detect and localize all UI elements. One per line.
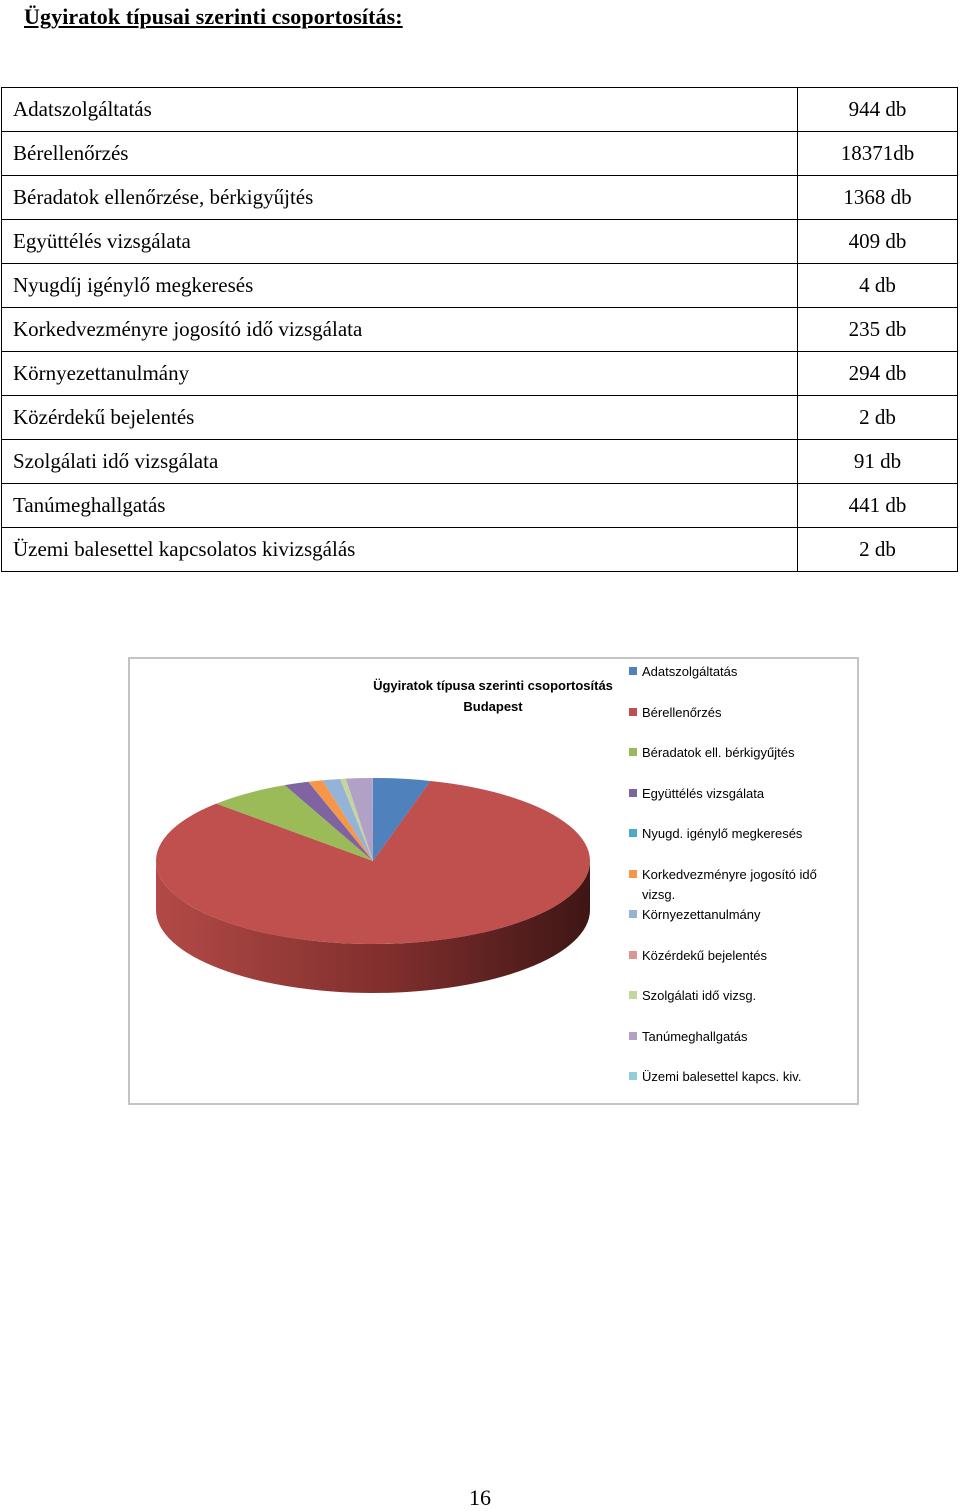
legend-label: Szolgálati idő vizsg.: [642, 988, 756, 1003]
chart-subtitle: Budapest: [463, 699, 523, 714]
legend-swatch: [629, 870, 637, 878]
table-row: [2, 484, 958, 528]
row-value: 235 db: [798, 308, 958, 352]
legend-swatch: [629, 789, 637, 797]
row-value: 409 db: [798, 220, 958, 264]
row-label: Közérdekű bejelentés: [2, 396, 798, 440]
row-label: Környezettanulmány: [2, 352, 798, 396]
legend-swatch: [629, 991, 637, 999]
table-row: [2, 132, 958, 176]
legend-label: Közérdekű bejelentés: [642, 948, 768, 963]
legend-label: Együttélés vizsgálata: [642, 786, 765, 801]
legend-label: Környezettanulmány: [642, 907, 761, 922]
row-label: Együttélés vizsgálata: [2, 220, 798, 264]
page-heading: Ügyiratok típusai szerinti csoportosítás:: [24, 4, 403, 30]
chart-legend: [629, 664, 817, 1084]
chart-title: Ügyiratok típusa szerinti csoportosítás: [373, 678, 613, 693]
row-value: 2 db: [798, 528, 958, 572]
row-value: 2 db: [798, 396, 958, 440]
table-row: [2, 352, 958, 396]
legend-swatch: [629, 829, 637, 837]
row-label: Bérellenőrzés: [2, 132, 798, 176]
legend-swatch: [629, 1032, 637, 1040]
row-value: 441 db: [798, 484, 958, 528]
legend-label: Üzemi balesettel kapcs. kiv.: [642, 1069, 801, 1084]
row-value: 944 db: [798, 88, 958, 132]
legend-swatch: [629, 951, 637, 959]
table-row: [2, 440, 958, 484]
table-row: [2, 396, 958, 440]
row-label: Üzemi balesettel kapcsolatos kivizsgálás: [2, 528, 798, 572]
pie-chart-svg: [130, 659, 857, 1103]
row-label: Tanúmeghallgatás: [2, 484, 798, 528]
row-label: Nyugdíj igénylő megkeresés: [2, 264, 798, 308]
case-type-table: [1, 87, 958, 572]
row-value: 91 db: [798, 440, 958, 484]
legend-swatch: [629, 748, 637, 756]
legend-swatch: [629, 667, 637, 675]
row-label: Béradatok ellenőrzése, bérkigyűjtés: [2, 176, 798, 220]
table-row: [2, 264, 958, 308]
table-row: [2, 308, 958, 352]
row-value: 294 db: [798, 352, 958, 396]
row-value: 4 db: [798, 264, 958, 308]
row-label: Korkedvezményre jogosító idő vizsgálata: [2, 308, 798, 352]
legend-label: Tanúmeghallgatás: [642, 1029, 748, 1044]
row-label: Szolgálati idő vizsgálata: [2, 440, 798, 484]
legend-label: Adatszolgáltatás: [642, 664, 738, 679]
table-row: [2, 528, 958, 572]
row-value: 18371db: [798, 132, 958, 176]
legend-swatch: [629, 910, 637, 918]
legend-label: Bérellenőrzés: [642, 705, 722, 720]
table-row: [2, 88, 958, 132]
row-value: 1368 db: [798, 176, 958, 220]
pie-chart: [128, 657, 859, 1105]
legend-label: Nyugd. igénylő megkeresés: [642, 826, 803, 841]
page-number: 16: [0, 1485, 960, 1511]
legend-swatch: [629, 1072, 637, 1080]
legend-label: Korkedvezményre jogosító idő vizsg.: [642, 867, 817, 902]
legend-swatch: [629, 708, 637, 716]
table-row: [2, 176, 958, 220]
legend-label: Béradatok ell. bérkigyűjtés: [642, 745, 795, 760]
row-label: Adatszolgáltatás: [2, 88, 798, 132]
table-row: [2, 220, 958, 264]
